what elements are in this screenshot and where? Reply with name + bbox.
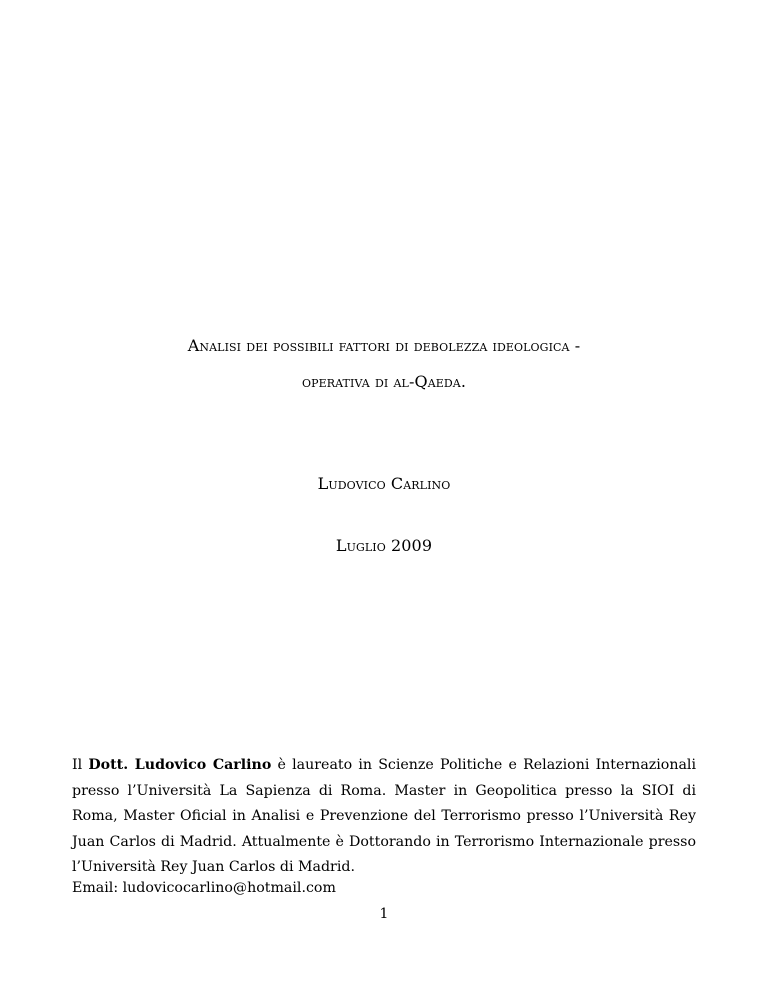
author-bio [72, 753, 696, 881]
author-email: Email: ludovicocarlino@hotmail.com [72, 880, 336, 896]
publication-date: Luglio 2009 [335, 536, 433, 555]
bio-lead: Il [72, 757, 83, 773]
document-title-line-1: Analisi dei possibili fattori di debolezza ideologica - [187, 336, 581, 355]
document-title-line-2: operativa di al-Qaeda. [301, 372, 467, 391]
bio-author-name: Dott. Ludovico Carlino [88, 757, 272, 773]
author-name: Ludovico Carlino [317, 474, 451, 493]
page-number: 1 [379, 906, 389, 922]
bio-text: è laureato in Scienze Politiche e Relazioni Internazionali presso l’Università La Sapienza di Roma. Master in Geopolitica presso la SIOI di Roma, Master Oficial in Analisi e Prevenzione del Terrorismo presso l’Università Rey Juan Carlos di Madrid. Attualmente è Dottorando in Terrorismo Internazionale presso l’Università Rey Juan Carlos di Madrid. [72, 757, 697, 875]
